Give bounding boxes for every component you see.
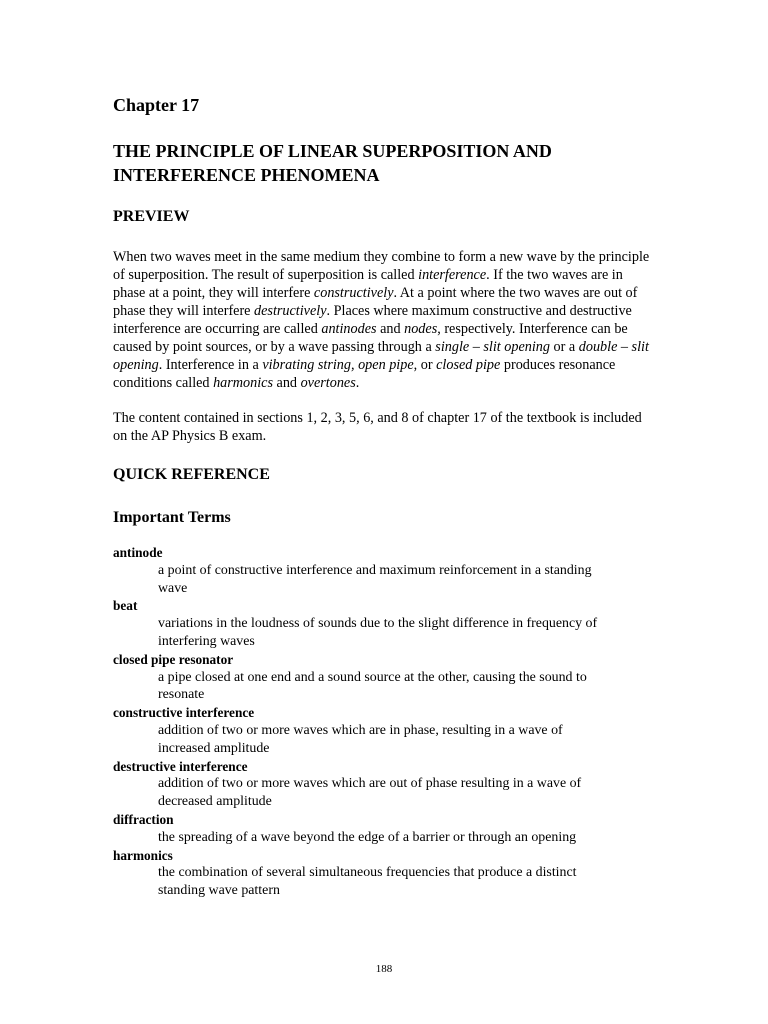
term-definition — [158, 669, 658, 705]
term-definition-line1: the combination of several simultaneous frequencies that produce a distinct — [158, 865, 577, 881]
term-name: constructive interference — [113, 705, 255, 721]
chapter-title-line2: INTERFERENCE PHENOMENA — [113, 165, 380, 185]
preview-text-3: . At a point where the two waves are out of phase they will interfere — [113, 285, 638, 319]
preview-term-constructively: constructively — [313, 285, 394, 301]
term-name: destructive interference — [113, 758, 248, 774]
preview-term-destructively: destructively — [254, 303, 327, 319]
term-definition-line1: a pipe closed at one end and a sound source at the other, causing the sound to — [158, 669, 587, 685]
term-definition — [158, 829, 658, 847]
term-name: beat — [113, 598, 138, 614]
page-number: 188 — [375, 963, 393, 975]
term-entry-constructive-interference — [113, 704, 658, 757]
term-definition — [158, 864, 658, 900]
preview-term-overtones: overtones — [300, 375, 356, 391]
term-entry-harmonics — [113, 847, 658, 900]
term-definition-line1: variations in the loudness of sounds due to the slight difference in frequency of — [158, 616, 598, 632]
quick-reference-heading: QUICK REFERENCE — [113, 466, 270, 483]
term-definition — [158, 775, 658, 811]
term-entry-beat — [113, 597, 658, 650]
preview-term-closed-pipe: closed pipe — [436, 357, 501, 373]
preview-text-2: . If the two waves are in phase at a point, they will interfere — [113, 267, 623, 301]
term-definition-line2: wave — [158, 580, 188, 596]
terms-list — [113, 544, 658, 900]
term-name: closed pipe resonator — [113, 651, 234, 667]
preview-heading: PREVIEW — [113, 208, 190, 225]
term-entry-antinode — [113, 544, 658, 597]
term-definition-line2: decreased amplitude — [158, 794, 272, 810]
term-definition-line2: resonate — [158, 687, 205, 703]
preview-paragraph — [113, 248, 658, 392]
preview-term-vibrating-string: vibrating string, open pipe — [262, 357, 414, 373]
term-definition-line2: increased amplitude — [158, 740, 270, 756]
term-definition-line1: addition of two or more waves which are in phase, resulting in a wave of — [158, 722, 563, 738]
preview-term-nodes: nodes — [404, 321, 438, 337]
term-entry-diffraction — [113, 811, 658, 847]
term-definition — [158, 615, 658, 651]
preview-text-4: . Places where maximum constructive and destructive interference are occurring are called — [113, 303, 632, 337]
term-name: antinode — [113, 545, 163, 560]
preview-text-9: , or — [413, 357, 437, 373]
preview-text-12: . — [355, 375, 360, 391]
preview-text-6: , respectively. Interference can be caused by point sources, or by a wave passing through a — [113, 321, 628, 355]
preview-term-single-slit: single – slit opening — [435, 339, 550, 355]
preview-term-double-slit: double – slit opening — [113, 339, 649, 373]
preview-term-interference: interference — [418, 267, 487, 283]
important-terms-heading: Important Terms — [113, 509, 231, 526]
term-name: harmonics — [113, 847, 173, 863]
term-definition-line1: a point of constructive interference and maximum reinforcement in a standing — [158, 562, 592, 578]
term-name: diffraction — [113, 811, 174, 827]
term-definition-line2: standing wave pattern — [158, 883, 280, 899]
content-paragraph: The content contained in sections 1, 2, 3, 5, 6, and 8 of chapter 17 of the textbook is included on the AP Physics B exam. — [113, 410, 642, 444]
preview-term-harmonics: harmonics — [213, 375, 273, 391]
preview-text-7: or a — [549, 339, 579, 355]
chapter-label: Chapter 17 — [113, 95, 200, 115]
preview-text-1: When two waves meet in the same medium they combine to form a new wave by the principle of superposition. The result of superposition is called — [113, 249, 650, 283]
preview-text-10: produces resonance conditions called — [113, 357, 616, 391]
term-entry-destructive-interference — [113, 758, 658, 811]
term-definition — [158, 722, 658, 758]
preview-text-5: and — [376, 321, 405, 337]
preview-text-11: and — [272, 375, 301, 391]
term-definition-line2: interfering waves — [158, 633, 255, 649]
preview-text-8: . Interference in a — [158, 357, 263, 373]
term-definition-line1: the spreading of a wave beyond the edge of a barrier or through an opening — [158, 829, 577, 845]
document-page — [113, 90, 658, 900]
term-definition-line1: addition of two or more waves which are out of phase resulting in a wave of — [158, 776, 582, 792]
preview-term-antinodes: antinodes — [321, 321, 377, 337]
chapter-title — [113, 139, 658, 187]
term-definition — [158, 562, 658, 598]
term-entry-closed-pipe-resonator — [113, 651, 658, 704]
chapter-title-line1: THE PRINCIPLE OF LINEAR SUPERPOSITION AND — [113, 141, 552, 161]
